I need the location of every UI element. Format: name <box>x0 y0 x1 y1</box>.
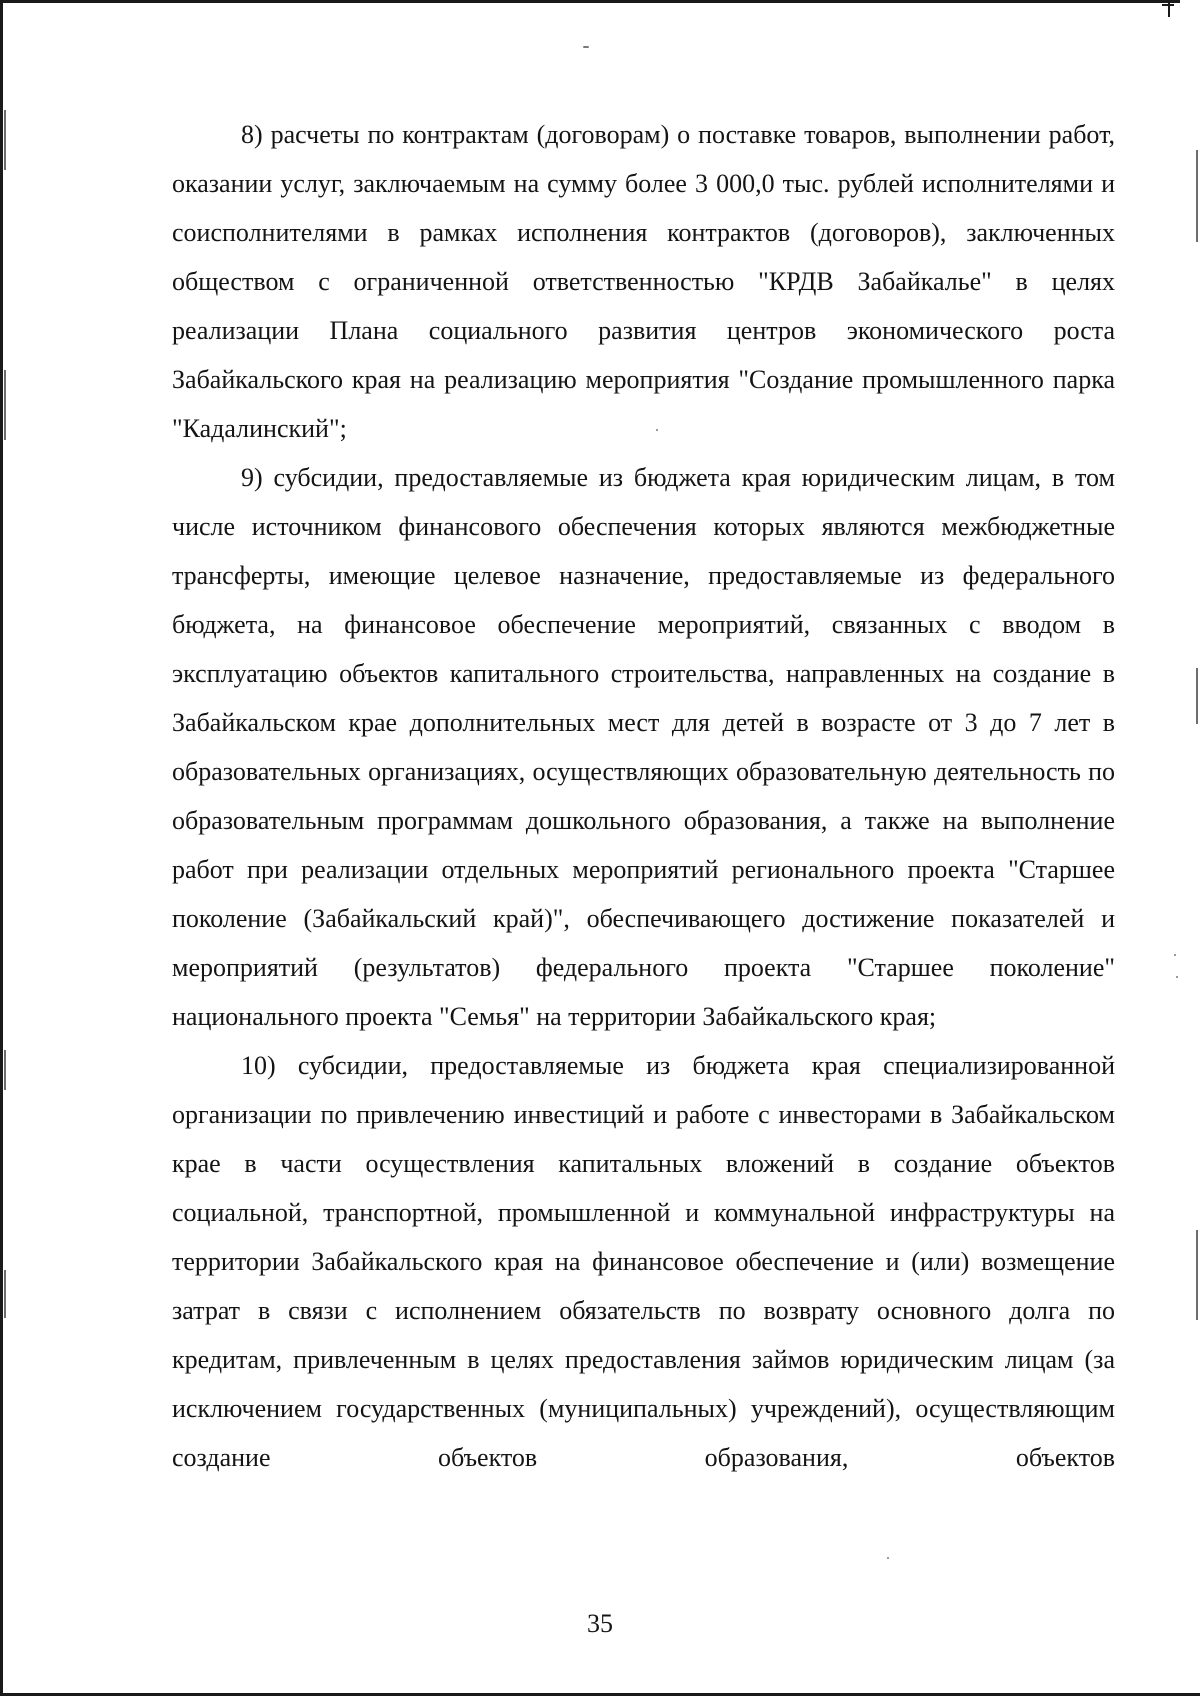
paragraph-item-10: 10) субсидии, предоставляемые из бюджета края специализированной организации по привлечению инвестиций и работе с инвесторами в Забайкальском крае в части осуществления капитальных вложений в создание объектов социальной, транспортной, промышленной и коммунальной инфраструктуры на территории Забайкальского края на финансовое обеспечение и (или) возмещение затрат в связи с исполнением обязательств по возврату основного долга по кредитам, привлеченным в целях предоставления займов юридическим лицам (за исключением государственных (муниципальных) учреждений), осуществляющим создание объектов образования, объектов <box>172 1051 1115 1472</box>
left-margin-tick <box>4 1050 6 1090</box>
paragraph-item-8: 8) расчеты по контрактам (договорам) о поставке товаров, выполнении работ, оказании услуг, заключаемым на сумму более 3 000,0 тыс. рублей исполнителями и соисполнителями в рамках исполнения контрактов (договоров), заключенных обществом с ограниченной ответственностью "КРДВ Забайкалье" в целях реализации Плана социального развития центров экономического роста Забайкальского края на реализацию мероприятия "Создание промышленного парка "Кадалинский"; <box>172 120 1115 443</box>
scan-dot <box>583 46 589 48</box>
scan-dot <box>887 1557 889 1559</box>
scan-corner-tick <box>1162 4 1174 6</box>
scan-border-top <box>0 0 1180 3</box>
scan-dot <box>1176 976 1178 978</box>
left-margin-tick <box>4 110 6 170</box>
scan-dot <box>1174 954 1176 956</box>
page-number: 35 <box>587 1609 613 1638</box>
left-margin-tick <box>4 1270 6 1318</box>
paragraph-item-9: 9) субсидии, предоставляемые из бюджета края юридическим лицам, в том числе источником финансового обеспечения которых являются межбюджетные трансферты, имеющие целевое назначение, предоставляемые из федерального бюджета, на финансовое обеспечение мероприятий, связанных с вводом в эксплуатацию объектов капитального строительства, направленных на создание в Забайкальском крае дополнительных мест для детей в возрасте от 3 до 7 лет в образовательных организациях, осуществляющих образовательную деятельность по образовательным программам дошкольного образования, а также на выполнение работ при реализации отдельных мероприятий регионального проекта "Старшее поколение (Забайкальский край)", обеспечивающего достижение показателей и мероприятий (результатов) федерального проекта "Старшее поколение" национального проекта "Семья" на территории Забайкальского края; <box>172 463 1115 1031</box>
left-margin-tick <box>4 370 6 440</box>
scan-border-left <box>0 0 3 1696</box>
right-margin-tick <box>1196 1230 1198 1320</box>
body-text <box>172 110 1115 1482</box>
right-margin-tick <box>1196 668 1198 724</box>
right-margin-tick <box>1196 150 1198 242</box>
